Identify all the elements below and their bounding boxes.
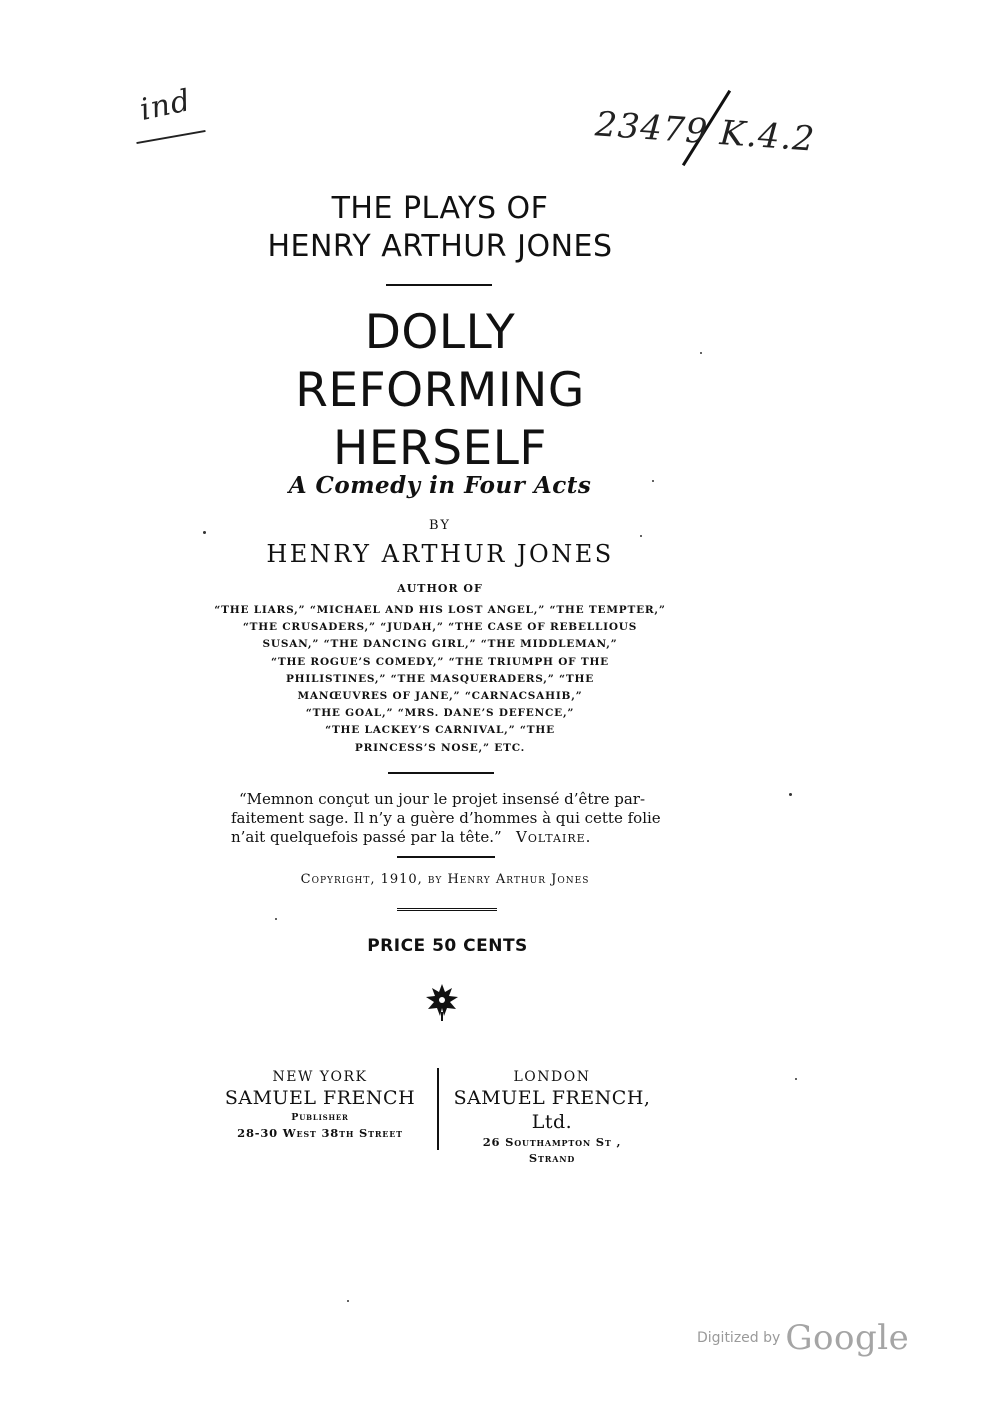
epigraph-line: n’ait quelquefois passé par la tête.” bbox=[231, 828, 502, 846]
scan-speck bbox=[700, 352, 702, 354]
other-works-line: PRINCESS’S NOSE,” ETC. bbox=[354, 741, 526, 754]
series-title-line: THE PLAYS OF bbox=[331, 191, 549, 226]
author-of-label: AUTHOR OF bbox=[397, 582, 483, 595]
divider-rule bbox=[386, 284, 492, 286]
main-title-line: HERSELF bbox=[333, 421, 547, 476]
divider-rule bbox=[397, 856, 495, 858]
imprint-london bbox=[452, 1068, 652, 1166]
imprint-city: NEW YORK bbox=[272, 1069, 368, 1085]
imprint-new-york bbox=[220, 1068, 420, 1141]
divider-rule bbox=[397, 908, 497, 911]
main-title-line: REFORMING bbox=[295, 363, 585, 418]
watermark-brand: Google bbox=[785, 1318, 910, 1358]
imprint-address: Strand bbox=[528, 1151, 576, 1165]
handwritten-note: ind bbox=[136, 83, 195, 128]
divider-rule bbox=[388, 772, 494, 774]
other-works-line: “THE LIARS,” “MICHAEL AND HIS LOST ANGEL,” “THE TEMPTER,” bbox=[214, 604, 666, 616]
other-works-line: “THE ROGUE’S COMEDY,” “THE TRIUMPH OF THE bbox=[271, 655, 609, 668]
imprint-city: LONDON bbox=[513, 1069, 591, 1085]
handwritten-underline bbox=[136, 130, 205, 144]
scan-speck bbox=[347, 1300, 349, 1302]
epigraph-line: “Memnon conçut un jour le projet insensé d’être par- bbox=[239, 790, 646, 808]
scan-speck bbox=[789, 793, 792, 796]
series-title-line: HENRY ARTHUR JONES bbox=[267, 229, 613, 264]
scan-speck bbox=[203, 531, 206, 534]
scan-speck bbox=[275, 918, 277, 920]
imprint-divider bbox=[437, 1068, 439, 1150]
imprint-address: 28-30 West 38th Street bbox=[237, 1126, 403, 1140]
other-works-line: “THE CRUSADERS,” “JUDAH,” “THE CASE OF REBELLIOUS bbox=[242, 621, 638, 634]
other-works-line: MANŒUVRES OF JANE,” “CARNACSAHIB,” bbox=[297, 690, 583, 703]
other-works-list bbox=[0, 602, 880, 757]
other-works-line: “THE GOAL,” “MRS. DANE’S DEFENCE,” bbox=[305, 707, 575, 720]
other-works-line: PHILISTINES,” “THE MASQUERADERS,” “THE bbox=[285, 672, 595, 685]
scan-speck bbox=[795, 1078, 797, 1080]
other-works-line: “THE LACKEY’S CARNIVAL,” “THE bbox=[325, 724, 555, 737]
flower-ornament-icon bbox=[424, 982, 460, 1022]
imprint-address: 26 Southampton St , bbox=[482, 1135, 622, 1149]
by-label: BY bbox=[429, 518, 451, 533]
epigraph bbox=[231, 790, 681, 847]
imprint-publisher: SAMUEL FRENCH bbox=[224, 1087, 416, 1109]
imprint-publisher: SAMUEL FRENCH, Ltd. bbox=[453, 1087, 651, 1133]
other-works-line: SUSAN,” “THE DANCING GIRL,” “THE MIDDLEMAN,” bbox=[262, 638, 618, 651]
author-name: HENRY ARTHUR JONES bbox=[266, 540, 614, 568]
main-title bbox=[0, 304, 880, 478]
copyright-notice: Copyright, 1910, by Henry Arthur Jones bbox=[300, 872, 590, 887]
handwritten-shelfmark: 23479 K.4.2 bbox=[593, 104, 817, 160]
scan-speck bbox=[652, 480, 654, 482]
scan-speck bbox=[640, 535, 642, 537]
series-title bbox=[0, 190, 880, 266]
epigraph-line: faitement sage. Il n’y a guère d’hommes à qui cette folie bbox=[231, 809, 661, 827]
subtitle: A Comedy in Four Acts bbox=[288, 472, 592, 499]
imprint-role: Publisher bbox=[291, 1112, 349, 1123]
main-title-line: DOLLY bbox=[364, 305, 516, 360]
epigraph-attribution: Voltaire. bbox=[516, 828, 592, 846]
watermark-prefix: Digitized by bbox=[697, 1330, 781, 1346]
price: PRICE 50 CENTS bbox=[367, 936, 528, 956]
digitized-by-watermark bbox=[697, 1318, 909, 1358]
